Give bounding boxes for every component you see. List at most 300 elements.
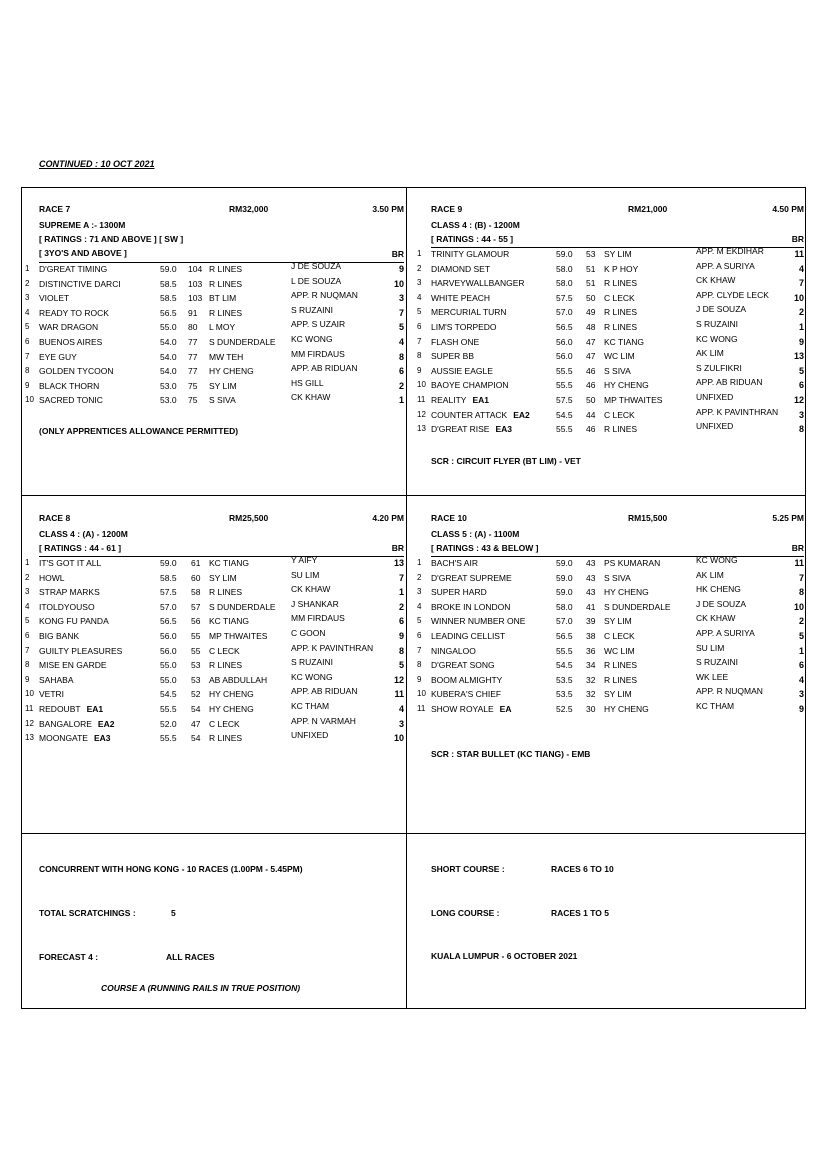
trainer: HY CHENG [209, 689, 254, 700]
horse-name: HARVEYWALLBANGER [431, 278, 525, 289]
jockey: J DE SOUZA [291, 261, 342, 271]
weight: 58.0 [556, 278, 573, 289]
runner-number: 6 [417, 631, 422, 640]
runner-number: 11 [417, 395, 426, 404]
barrier-draw: 1 [798, 645, 804, 656]
rating: 44 [586, 409, 596, 420]
jockey: APP. A SURIYA [696, 628, 755, 638]
runner-row [417, 642, 804, 661]
race-header [39, 204, 404, 216]
barrier-draw: 2 [398, 601, 404, 612]
runner-row [25, 715, 404, 734]
row-divider-2 [21, 833, 806, 834]
horse-name-text: MOONGATE [39, 733, 88, 744]
jockey: S ZULFIKRI [696, 362, 742, 373]
weight: 59.0 [160, 264, 177, 274]
horse-name: KONG FU PANDA [39, 616, 109, 627]
horse-name: AUSSIE EAGLE [431, 365, 493, 376]
emergency-tag: EA2 [97, 718, 115, 729]
trainer: R LINES [209, 660, 243, 671]
horse-name: BLACK THORN [39, 380, 100, 391]
horse-name-wrap [39, 719, 114, 729]
jockey: J DE SOUZA [696, 598, 747, 609]
runner-number: 11 [25, 704, 34, 713]
horse-name: BUENOS AIRES [39, 337, 103, 347]
rating: 104 [188, 264, 203, 274]
trainer: R LINES [209, 264, 243, 274]
runner-row [417, 686, 804, 704]
weight: 59.0 [160, 558, 177, 568]
runner-number: 6 [25, 337, 30, 346]
barrier-draw: 12 [793, 395, 804, 405]
runner-number: 8 [417, 351, 422, 361]
rating: 77 [188, 351, 198, 362]
weight: 55.5 [160, 704, 177, 714]
runner-number: 4 [25, 601, 30, 611]
runner-row [417, 628, 804, 646]
trainer: C LECK [209, 718, 240, 729]
jockey: APP. R NUQMAN [696, 686, 763, 697]
continued-date: CONTINUED : 10 OCT 2021 [39, 159, 155, 169]
jockey: APP. A SURIYA [696, 260, 755, 271]
runner-number: 4 [417, 292, 422, 302]
horse-name-wrap [39, 704, 103, 714]
horse-name: WAR DRAGON [39, 322, 99, 333]
runner-number: 9 [417, 674, 422, 684]
rating: 54 [191, 733, 201, 744]
horse-name: SAHABA [39, 674, 74, 685]
barrier-draw: 7 [398, 307, 404, 318]
barrier-header: BR [791, 234, 804, 244]
race-ratings: [ RATINGS : 44 - 55 ] [431, 234, 514, 244]
weight: 59.0 [556, 572, 573, 583]
horse-name: KUBERA'S CHIEF [431, 689, 502, 700]
barrier-draw: 5 [398, 660, 404, 671]
trainer: SY LIM [209, 572, 237, 583]
rating: 55 [191, 645, 201, 656]
barrier-draw: 6 [398, 616, 404, 627]
weight: 56.5 [160, 307, 177, 318]
runner-number: 4 [417, 601, 422, 611]
runner-row [25, 261, 404, 279]
barrier-draw: 2 [798, 307, 804, 318]
barrier-draw: 10 [393, 278, 404, 289]
rating: 60 [191, 572, 201, 583]
jockey: APP. AB RIDUAN [291, 686, 358, 697]
weight: 58.5 [160, 278, 177, 289]
runner-number: 3 [25, 293, 30, 303]
weight: 57.5 [556, 292, 573, 303]
barrier-draw: 9 [398, 631, 404, 641]
jockey: KC WONG [291, 671, 333, 682]
rating: 52 [191, 689, 201, 700]
trainer: WC LIM [604, 645, 635, 656]
runner-row [25, 319, 404, 337]
horse-name: D'GREAT SONG [431, 660, 495, 671]
race-ratings: [ RATINGS : 43 & BELOW ] [431, 543, 539, 553]
weight: 54.0 [160, 351, 177, 362]
barrier-draw: 8 [398, 645, 404, 656]
weight: 58.0 [556, 263, 573, 274]
jockey: S RUZAINI [291, 304, 334, 315]
race-7-block [25, 204, 404, 484]
runner-number: 3 [417, 587, 422, 597]
race-name: RACE 9 [431, 204, 463, 214]
horse-name: LIM'S TORPEDO [431, 322, 497, 332]
concurrent-info: CONCURRENT WITH HONG KONG - 10 RACES (1.00PM - 5.45PM) [39, 864, 303, 874]
rating: 54 [191, 704, 201, 714]
barrier-draw: 8 [798, 587, 804, 598]
weight: 56.0 [160, 645, 177, 656]
jockey: SU LIM [696, 642, 725, 653]
race-time: 4.50 PM [772, 204, 804, 214]
weight: 57.0 [160, 601, 177, 612]
barrier-draw: 10 [793, 292, 804, 303]
jockey: KC THAM [291, 701, 330, 711]
race-ratings: [ RATINGS : 44 - 61 ] [39, 543, 122, 553]
forecast-value: ALL RACES [166, 952, 215, 962]
horse-name: IT'S GOT IT ALL [39, 558, 102, 568]
horse-name: GOLDEN TYCOON [39, 366, 114, 377]
runner-row [25, 730, 404, 748]
weight: 54.5 [160, 689, 177, 700]
rating: 47 [586, 336, 596, 347]
trainer: K P HOY [604, 263, 639, 274]
barrier-draw: 6 [798, 380, 804, 391]
runner-number: 5 [25, 322, 30, 332]
header-rule [39, 262, 404, 263]
horse-name: D'GREAT SUPREME [431, 572, 512, 583]
horse-name-text: SHOW ROYALE [431, 704, 494, 714]
weight: 55.5 [556, 380, 573, 391]
trainer: WC LIM [604, 351, 635, 362]
barrier-draw: 13 [793, 351, 804, 362]
emergency-tag: EA2 [513, 409, 530, 420]
trainer: SY LIM [604, 616, 632, 627]
rating: 53 [191, 674, 201, 685]
race-9-block [417, 204, 804, 484]
weight: 57.5 [556, 395, 573, 405]
runner-number: 2 [25, 572, 30, 582]
rating: 38 [586, 631, 596, 641]
trainer: R LINES [604, 424, 638, 435]
rating: 51 [586, 263, 596, 274]
barrier-draw: 1 [398, 395, 404, 406]
barrier-draw: 6 [398, 366, 404, 377]
runner-number: 6 [25, 631, 30, 640]
runner-number: 7 [25, 351, 30, 361]
runner-row [417, 555, 804, 573]
runner-number: 10 [25, 689, 34, 699]
runner-number: 4 [25, 307, 30, 317]
barrier-draw: 13 [393, 558, 404, 568]
runner-number: 2 [417, 263, 422, 273]
rating: 55 [191, 631, 201, 641]
runner-row [417, 569, 804, 588]
rating: 103 [188, 278, 203, 289]
runner-number: 5 [417, 307, 422, 317]
rating: 91 [188, 307, 198, 318]
trainer: R LINES [604, 322, 638, 332]
emergency-tag: EA1 [472, 395, 489, 405]
horse-name: DISTINCTIVE DARCI [39, 278, 121, 289]
runner-row [25, 555, 404, 573]
runner-row [25, 334, 404, 352]
trainer: S DUNDERDALE [604, 601, 671, 612]
barrier-draw: 3 [798, 689, 804, 700]
runner-number: 7 [417, 645, 422, 655]
barrier-draw: 2 [398, 380, 404, 391]
weight: 59.0 [556, 558, 573, 568]
jockey: UNFIXED [696, 421, 734, 432]
race-class: SUPREME A :- 1300M [39, 220, 126, 230]
trainer: R LINES [209, 733, 243, 744]
jockey: C GOON [291, 628, 326, 638]
emergency-tag: EA3 [93, 733, 111, 744]
race-note: (ONLY APPRENTICES ALLOWANCE PERMITTED) [39, 426, 239, 436]
scratchings-label: TOTAL SCRATCHINGS : [39, 908, 136, 918]
jockey: KC WONG [291, 334, 333, 344]
weight: 57.0 [556, 616, 573, 627]
runner-number: 12 [417, 409, 426, 419]
course-info: COURSE A (RUNNING RAILS IN TRUE POSITION) [101, 983, 301, 993]
barrier-draw: 6 [798, 660, 804, 671]
trainer: S SIVA [604, 365, 631, 376]
trainer: R LINES [209, 587, 243, 598]
weight: 56.0 [556, 351, 573, 362]
jockey: CK KHAW [291, 584, 331, 595]
race-8-block [25, 513, 404, 813]
weight: 55.5 [556, 365, 573, 376]
jockey: APP. AB RIDUAN [696, 377, 763, 388]
rating: 75 [188, 380, 198, 391]
jockey: CK KHAW [696, 275, 736, 286]
trainer: C LECK [604, 292, 635, 303]
rating: 57 [191, 601, 201, 612]
rating: 77 [188, 366, 198, 377]
runner-row [417, 406, 804, 425]
trainer: R LINES [604, 674, 638, 685]
trainer: C LECK [604, 409, 635, 420]
horse-name: BIG BANK [39, 631, 80, 641]
horse-name-text: COUNTER ATTACK [431, 409, 508, 420]
weight: 57.0 [556, 307, 573, 318]
weight: 53.0 [160, 380, 177, 391]
horse-name: TRINITY GLAMOUR [431, 249, 510, 259]
trainer: MP THWAITES [604, 395, 663, 405]
race-age: [ 3YO'S AND ABOVE ] [39, 248, 127, 258]
runner-row [25, 657, 404, 675]
weight: 58.5 [160, 572, 177, 583]
race-time: 5.25 PM [772, 513, 804, 523]
jockey: S RUZAINI [291, 657, 334, 668]
horse-name-wrap [431, 395, 489, 405]
barrier-draw: 3 [398, 293, 404, 304]
rating: 75 [188, 395, 198, 406]
runner-row [25, 613, 404, 631]
trainer: KC TIANG [209, 558, 249, 568]
race-prize: RM32,000 [229, 204, 269, 214]
barrier-draw: 9 [798, 704, 804, 714]
barrier-draw: 1 [798, 322, 804, 332]
runner-row [417, 421, 804, 439]
barrier-draw: 9 [798, 336, 804, 347]
weight: 56.5 [160, 616, 177, 627]
runner-row [25, 290, 404, 308]
barrier-draw: 5 [798, 631, 804, 641]
weight: 55.5 [556, 645, 573, 656]
horse-name: FLASH ONE [431, 336, 480, 347]
weight: 55.0 [160, 322, 177, 333]
barrier-draw: 11 [394, 689, 404, 700]
runner-row [417, 260, 804, 279]
weight: 56.5 [556, 322, 573, 332]
barrier-draw: 7 [798, 278, 804, 289]
jockey: KC WONG [696, 555, 738, 565]
runner-number: 7 [25, 645, 30, 655]
horse-name: GUILTY PLEASURES [39, 645, 123, 656]
rating: 43 [586, 572, 596, 583]
long-course-value: RACES 1 TO 5 [551, 908, 609, 918]
barrier-draw: 3 [398, 718, 404, 729]
trainer: HY CHENG [604, 704, 649, 714]
short-course-value: RACES 6 TO 10 [551, 864, 614, 874]
runner-number: 9 [417, 365, 422, 375]
horse-name: HOWL [39, 572, 65, 583]
jockey: APP. AB RIDUAN [291, 363, 358, 374]
runner-row [417, 348, 804, 366]
forecast-label: FORECAST 4 : [39, 952, 99, 962]
jockey: APP. S UZAIR [291, 319, 346, 330]
runner-number: 8 [25, 366, 30, 376]
horse-name-wrap [431, 410, 530, 420]
long-course-label: LONG COURSE : [431, 908, 500, 918]
rating: 46 [586, 365, 596, 376]
barrier-draw: 7 [398, 572, 404, 583]
jockey: KC THAM [696, 701, 735, 711]
barrier-draw: 4 [398, 704, 404, 714]
trainer: C LECK [209, 645, 240, 656]
runner-row [417, 304, 804, 322]
trainer: HY CHENG [209, 704, 254, 714]
horse-name: WHITE PEACH [431, 292, 491, 303]
horse-name: ITOLDYOUSO [39, 601, 95, 612]
race-prize: RM25,500 [229, 513, 269, 523]
jockey: J SHANKAR [291, 598, 339, 609]
runner-number: 3 [25, 587, 30, 597]
weight: 59.0 [556, 587, 573, 598]
horse-name-wrap [431, 424, 512, 434]
barrier-header: BR [791, 543, 804, 553]
rating: 50 [586, 292, 596, 303]
horse-name: READY TO ROCK [39, 307, 109, 318]
rating: 53 [586, 249, 596, 259]
race-header [431, 513, 804, 525]
barrier-draw: 8 [398, 351, 404, 362]
runner-number: 1 [417, 249, 422, 258]
horse-name: EYE GUY [39, 351, 77, 362]
runner-number: 8 [417, 660, 422, 670]
weight: 53.5 [556, 689, 573, 700]
runner-row [25, 598, 404, 617]
runner-row [25, 392, 404, 410]
runner-number: 7 [417, 336, 422, 346]
trainer: S SIVA [209, 395, 236, 406]
trainer: BT LIM [209, 293, 237, 304]
rating: 58 [191, 587, 201, 598]
runner-number: 9 [25, 674, 30, 684]
trainer: S DUNDERDALE [209, 601, 276, 612]
race-time: 3.50 PM [372, 204, 404, 214]
runner-row [25, 377, 404, 396]
rating: 32 [586, 674, 596, 685]
runner-number: 10 [417, 380, 426, 390]
race-note: SCR : CIRCUIT FLYER (BT LIM) - VET [431, 456, 581, 466]
weight: 58.0 [556, 601, 573, 612]
trainer: R LINES [209, 278, 243, 289]
runner-number: 3 [417, 278, 422, 288]
jockey: MM FIRDAUS [291, 613, 345, 624]
runner-number: 8 [25, 660, 30, 670]
jockey: CK KHAW [291, 392, 331, 403]
race-note: SCR : STAR BULLET (KC TIANG) - EMB [431, 749, 591, 759]
jockey: SU LIM [291, 569, 320, 580]
horse-name-text: BANGALORE [39, 718, 92, 729]
barrier-draw: 7 [798, 572, 804, 583]
weight: 53.0 [160, 395, 177, 406]
jockey: AK LIM [696, 569, 724, 580]
race-prize: RM15,500 [628, 513, 668, 523]
horse-name: SUPER BB [431, 351, 474, 362]
horse-name: DIAMOND SET [431, 263, 491, 274]
weight: 55.0 [160, 674, 177, 685]
trainer: MW TEH [209, 351, 244, 362]
race-header [431, 204, 804, 216]
rating: 53 [191, 660, 201, 671]
barrier-draw: 8 [798, 424, 804, 435]
jockey: Y AIFY [291, 555, 318, 565]
header-rule [431, 556, 804, 557]
rating: 43 [586, 587, 596, 598]
weight: 54.0 [160, 337, 177, 347]
trainer: HY CHENG [604, 380, 649, 391]
rating: 51 [586, 278, 596, 289]
runner-row [417, 333, 804, 352]
barrier-draw: 9 [398, 264, 404, 274]
race-name: RACE 8 [39, 513, 71, 523]
jockey: APP. CLYDE LECK [696, 289, 769, 300]
emergency-tag: EA3 [495, 424, 513, 435]
runner-number: 2 [25, 278, 30, 288]
weight: 55.5 [160, 733, 177, 744]
barrier-draw: 12 [393, 674, 404, 685]
runner-row [417, 701, 804, 719]
location-date: KUALA LUMPUR - 6 OCTOBER 2021 [431, 951, 578, 961]
weight: 58.5 [160, 293, 177, 304]
race-name: RACE 10 [431, 513, 467, 523]
weight: 53.5 [556, 674, 573, 685]
barrier-draw: 2 [798, 616, 804, 627]
column-divider [406, 187, 407, 1009]
weight: 56.0 [556, 336, 573, 347]
trainer: MP THWAITES [209, 631, 268, 641]
trainer: KC TIANG [209, 616, 249, 627]
horse-name: SUPER HARD [431, 587, 487, 598]
jockey: APP. R NUQMAN [291, 290, 358, 301]
jockey: HK CHENG [696, 584, 741, 595]
horse-name: BACH'S AIR [431, 558, 478, 568]
scratchings-value: 5 [171, 908, 176, 918]
